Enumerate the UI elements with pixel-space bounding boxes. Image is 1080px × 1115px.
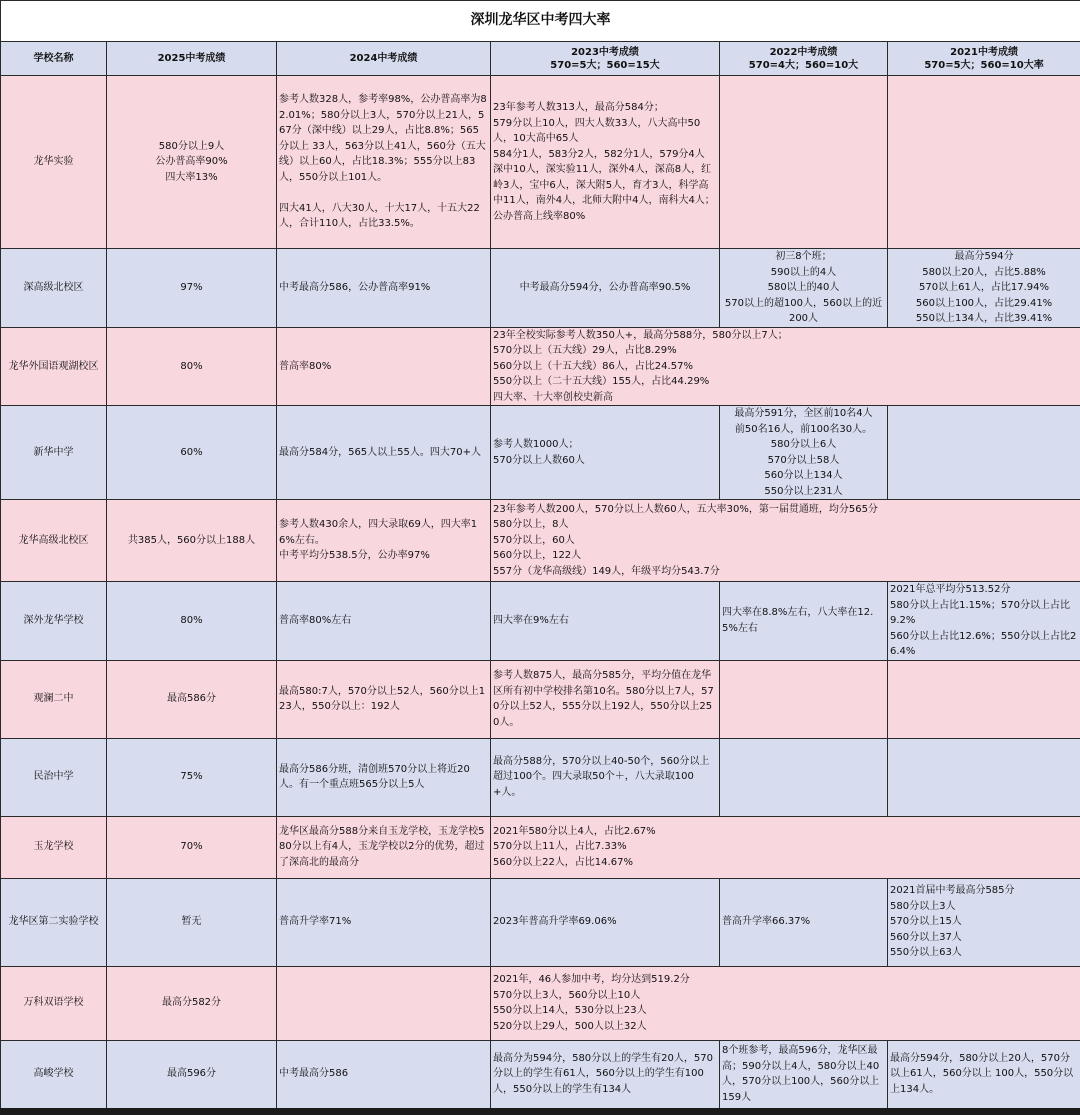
table-row <box>1 966 1080 1040</box>
score-2021: 最高分594分 580以上20人，占比5.88% 570以上61人，占比17.94% 560以上100人，占比29.41% 550以上134人，占比39.41% <box>888 249 1080 328</box>
table-row <box>1 76 1080 249</box>
score-2022: 四大率在8.8%左右，八大率在12.5%左右 <box>720 582 888 661</box>
score-2022 <box>720 738 888 816</box>
score-2024: 中考最高分586，公办普高率91% <box>277 249 491 328</box>
score-2023: 参考人数1000人； 570分以上人数60人 <box>491 406 720 500</box>
table-title: 深圳龙华区中考四大率 <box>1 1 1080 42</box>
score-2024 <box>277 966 491 1040</box>
score-2024: 参考人数328人，参考率98%，公办普高率为82.01%；580分以上3人，570分以上21人，567分（深中线）以上29人，占比8.8%；565分以上 33人，563分以上41人，560分（五大线）以上60人，占比18.3%；555分以上83人，550分以上101人。 四大41人，八大30人，十大17人，十五大22人，合计110人，占比33.5%。 <box>277 76 491 249</box>
score-2024: 普高升学率71% <box>277 878 491 966</box>
score-2022 <box>720 660 888 738</box>
score-2025: 580分以上9人 公办普高率90% 四大率13% <box>107 76 277 249</box>
header-2021: 2021中考成绩 570=5大；560=10大率 <box>888 42 1080 76</box>
table-row <box>1 500 1080 582</box>
score-2022: 最高分591分，全区前10名4人 前50名16人，前100名30人。 580分以上6人 570分以上58人 560分以上134人 550分以上231人 <box>720 406 888 500</box>
score-2025: 80% <box>107 582 277 661</box>
score-2023: 2023年普高升学率69.06% <box>491 878 720 966</box>
score-2021: 2021首届中考最高分585分 580分以上3人 570分以上15人 560分以上37人 550分以上63人 <box>888 878 1080 966</box>
score-2024: 普高率80% <box>277 327 491 406</box>
score-2021: 最高分594分，580分以上20人，570分以上61人，560分以上 100人，550分以上134人。 <box>888 1040 1080 1108</box>
table-row <box>1 582 1080 661</box>
school-name: 龙华区第二实验学校 <box>1 878 107 966</box>
table-row <box>1 878 1080 966</box>
header-2023: 2023中考成绩 570=5大；560=15大 <box>491 42 720 76</box>
school-name: 深高级北校区 <box>1 249 107 328</box>
bottom-edge <box>0 1108 1080 1115</box>
score-2025: 75% <box>107 738 277 816</box>
score-2024: 参考人数430余人，四大录取69人，四大率16%左右。 中考平均分538.5分，公办率97% <box>277 500 491 582</box>
score-2021 <box>888 738 1080 816</box>
table-row <box>1 816 1080 878</box>
score-2021: 2021年总平均分513.52分 580分以上占比1.15%；570分以上占比9.2% 560分以上占比12.6%；550分以上占比26.4% <box>888 582 1080 661</box>
school-name: 观澜二中 <box>1 660 107 738</box>
score-2025: 最高分582分 <box>107 966 277 1040</box>
score-2023: 23年参考人数313人，最高分584分； 579分以上10人，四大人数33人，八大高中50人，10大高中65人 584分1人，583分2人，582分1人，579分4人 深中10人，深实验11人，深外4人，深高8人，红岭3人，宝中6人，深大附5人，育才3人，科学高中11人，南外4人，北师大附中4人，南科大4人； 公办普高上线率80% <box>491 76 720 249</box>
score-2024: 最高580:7人，570分以上52人，560分以上123人，550分以上：192人 <box>277 660 491 738</box>
score-2025: 97% <box>107 249 277 328</box>
score-2024: 普高率80%左右 <box>277 582 491 661</box>
score-2025: 共385人，560分以上188人 <box>107 500 277 582</box>
score-2024: 中考最高分586 <box>277 1040 491 1108</box>
score-2024: 龙华区最高分588分来自玉龙学校，玉龙学校580分以上有4人，玉龙学校以2分的优势，超过了深高北的最高分 <box>277 816 491 878</box>
score-2022 <box>720 76 888 249</box>
score-2023: 2021年580分以上4人，占比2.67% 570分以上11人，占比7.33% 560分以上22人，占比14.67% <box>491 816 1080 878</box>
score-2023: 四大率在9%左右 <box>491 582 720 661</box>
score-2023: 最高分588分，570分以上40-50个，560分以上超过100个。四大录取50个＋，八大录取100+人。 <box>491 738 720 816</box>
score-2025: 最高596分 <box>107 1040 277 1108</box>
score-2022: 初三8个班； 590以上的4人 580以上的40人 570以上的超100人，560以上的近200人 <box>720 249 888 328</box>
table-row <box>1 1040 1080 1108</box>
score-2022: 8个班参考，最高596分，龙华区最高；590分以上4人，580分以上40人，570分以上100人，560分以上159人 <box>720 1040 888 1108</box>
table-row <box>1 406 1080 500</box>
table-row <box>1 660 1080 738</box>
score-2022: 普高升学率66.37% <box>720 878 888 966</box>
school-name: 龙华高级北校区 <box>1 500 107 582</box>
header-2025: 2025中考成绩 <box>107 42 277 76</box>
score-2025: 80% <box>107 327 277 406</box>
score-2021 <box>888 406 1080 500</box>
score-2025: 暂无 <box>107 878 277 966</box>
score-2021 <box>888 76 1080 249</box>
score-2024: 最高分584分，565人以上55人。四大70+人 <box>277 406 491 500</box>
school-name: 龙华外国语观湖校区 <box>1 327 107 406</box>
score-2025: 最高586分 <box>107 660 277 738</box>
header-2024: 2024中考成绩 <box>277 42 491 76</box>
school-name: 深外龙华学校 <box>1 582 107 661</box>
school-name: 新华中学 <box>1 406 107 500</box>
table-row <box>1 249 1080 328</box>
school-name: 高峻学校 <box>1 1040 107 1108</box>
score-2024: 最高分586分班，清创班570分以上将近20人。有一个重点班565分以上5人 <box>277 738 491 816</box>
score-2023: 参考人数875人，最高分585分，平均分值在龙华区所有初中学校排名第10名。580分以上7人，570分以上52人，555分以上192人，550分以上250人。 <box>491 660 720 738</box>
score-2023: 中考最高分594分，公办普高率90.5% <box>491 249 720 328</box>
table-row <box>1 327 1080 406</box>
score-2023: 23年全校实际参考人数350人+，最高分588分，580分以上7人； 570分以上（五大线）29人，占比8.29% 560分以上（十五大线）86人，占比24.57% 550分以上（二十五大线）155人，占比44.29% 四大率、十大率创校史新高 <box>491 327 1080 406</box>
header-row <box>1 42 1080 76</box>
score-2023: 2021年，46人参加中考，均分达到519.2分 570分以上3人，560分以上10人 550分以上14人，530分以上23人 520分以上29人，500人以上32人 <box>491 966 1080 1040</box>
score-2025: 70% <box>107 816 277 878</box>
header-school: 学校名称 <box>1 42 107 76</box>
school-name: 龙华实验 <box>1 76 107 249</box>
score-2025: 60% <box>107 406 277 500</box>
table-row <box>1 738 1080 816</box>
school-name: 万科双语学校 <box>1 966 107 1040</box>
school-name: 民治中学 <box>1 738 107 816</box>
header-2022: 2022中考成绩 570=4大；560=10大 <box>720 42 888 76</box>
score-2023: 23年参考人数200人，570分以上人数60人，五大率30%，第一届贯通班，均分565分 580分以上，8人 570分以上，60人 560分以上，122人 557分（龙华高级线）149人，年级平均分543.7分 <box>491 500 1080 582</box>
score-2023: 最高分为594分，580分以上的学生有20人，570分以上的学生有61人，560分以上的学生有100人，550分以上的学生有134人 <box>491 1040 720 1108</box>
school-name: 玉龙学校 <box>1 816 107 878</box>
title-row <box>1 1 1080 42</box>
score-2021 <box>888 660 1080 738</box>
